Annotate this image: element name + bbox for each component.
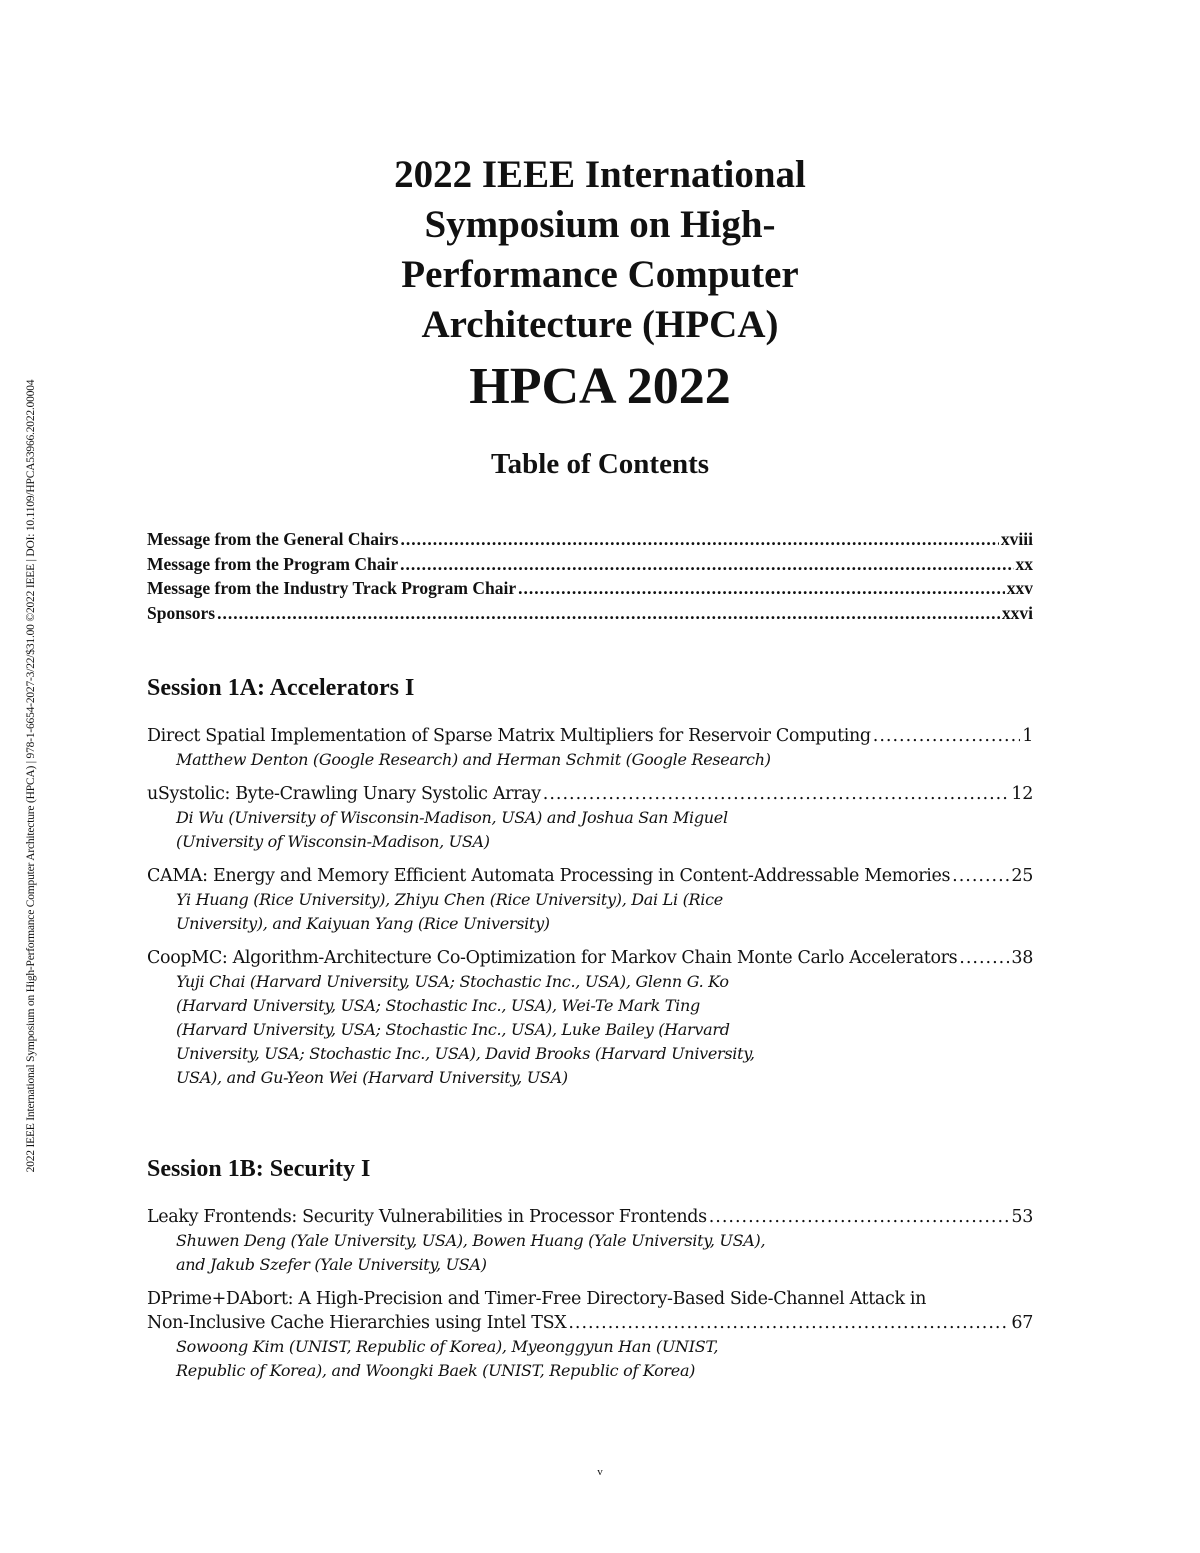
doi-side-banner: 2022 IEEE International Symposium on High-Performance Computer Architecture (HPCA) | 978-1-6654-2027-3/22/$31.00 ©2022 IEEE | DOI: 10.1109/HPCA53966.2022.00004 [25, 379, 37, 1173]
paper-authors: Sowoong Kim (UNIST, Republic of Korea), Myeonggyun Han (UNIST, Republic of Korea), and Woongki Baek (UNIST, Republic of Korea) [176, 1337, 719, 1380]
dot-leader [709, 1205, 1010, 1229]
title-line: Performance Computer [401, 253, 799, 296]
paper-authors: Matthew Denton (Google Research) and Herman Schmit (Google Research) [176, 750, 771, 769]
dot-leader [568, 1311, 1009, 1335]
paper-title-first-line: DPrime+DAbort: A High-Precision and Timer-Free Directory-Based Side-Channel Attack in [147, 1289, 927, 1309]
paper-title: CAMA: Energy and Memory Efficient Automata Processing in Content-Addressable Memories [147, 866, 951, 886]
paper-title: uSystolic: Byte-Crawling Unary Systolic Array [147, 784, 541, 804]
toc-entry[interactable] [147, 1287, 1033, 1383]
session-title: Session 1A: Accelerators I [147, 675, 415, 701]
toc-entry[interactable] [147, 724, 1033, 772]
dot-leader [959, 946, 1009, 970]
session-title: Session 1B: Security I [147, 1156, 371, 1182]
paper-title: CoopMC: Algorithm-Architecture Co-Optimization for Markov Chain Monte Carlo Accelerators [147, 948, 958, 968]
front-matter-list [147, 529, 1033, 627]
entry-page: xxvi [1001, 602, 1033, 623]
toc-front-entry[interactable] [147, 529, 1033, 554]
dot-leader [400, 554, 1013, 575]
dot-leader [543, 782, 1010, 806]
toc-front-entry[interactable] [147, 554, 1033, 579]
toc-front-entry[interactable] [147, 603, 1033, 628]
entry-page: xviii [1000, 529, 1033, 549]
paper-page: 12 [1011, 784, 1033, 804]
paper-page: 38 [1011, 948, 1033, 968]
paper-title: Leaky Frontends: Security Vulnerabilities in Processor Frontends [147, 1207, 707, 1227]
entry-page: xx [1015, 553, 1033, 574]
title-line: 2022 IEEE International [394, 153, 806, 196]
entry-title: Message from the Industry Track Program Chair [147, 578, 517, 598]
page-number: v [597, 1466, 603, 1478]
proceedings-title-block [0, 150, 1200, 422]
conference-abbrev: HPCA 2022 [469, 358, 731, 415]
dot-leader [217, 603, 1000, 624]
paper-authors: Shuwen Deng (Yale University, USA), Bowen Huang (Yale University, USA), and Jakub Szefer (Yale University, USA) [176, 1231, 766, 1274]
dot-leader [952, 864, 1009, 888]
entry-title: Sponsors [147, 602, 216, 623]
dot-leader [873, 724, 1020, 748]
entry-title: Message from the General Chairs [147, 529, 399, 549]
title-line: Symposium on High- [424, 203, 776, 246]
paper-page: 53 [1011, 1207, 1033, 1227]
toc-front-entry[interactable] [147, 578, 1033, 603]
dot-leader [518, 578, 1005, 599]
session-1b [147, 1156, 1033, 1393]
entry-page: xxv [1006, 578, 1033, 598]
toc-entry[interactable] [147, 864, 1033, 936]
session-1a [147, 675, 1033, 1100]
paper-page: 67 [1011, 1313, 1033, 1333]
paper-page: 1 [1022, 726, 1033, 746]
toc-entry[interactable] [147, 946, 1033, 1090]
toc-heading: Table of Contents [490, 448, 710, 480]
paper-authors: Yi Huang (Rice University), Zhiyu Chen (Rice University), Dai Li (Rice University), and Kaiyuan Yang (Rice University) [176, 890, 723, 933]
toc-entry[interactable] [147, 1205, 1033, 1277]
toc-entry[interactable] [147, 782, 1033, 854]
paper-authors: Di Wu (University of Wisconsin-Madison, USA) and Joshua San Miguel (University of Wisconsin-Madison, USA) [176, 808, 728, 851]
paper-title: Direct Spatial Implementation of Sparse Matrix Multipliers for Reservoir Computing [147, 726, 871, 746]
title-line: Architecture (HPCA) [421, 303, 779, 346]
entry-title: Message from the Program Chair [147, 553, 399, 574]
paper-title: Non-Inclusive Cache Hierarchies using Intel TSX [147, 1313, 567, 1333]
dot-leader [400, 529, 998, 550]
paper-authors: Yuji Chai (Harvard University, USA; Stochastic Inc., USA), Glenn G. Ko (Harvard University, USA; Stochastic Inc., USA), Wei-Te Mark Ting (Harvard University, USA; Stochastic Inc., USA), Luke Bailey (Harvard University, USA; Stochastic Inc., USA), David Brooks (Harvard University, USA), and Gu-Yeon Wei (Harvard University, USA) [176, 972, 755, 1087]
paper-page: 25 [1011, 866, 1033, 886]
